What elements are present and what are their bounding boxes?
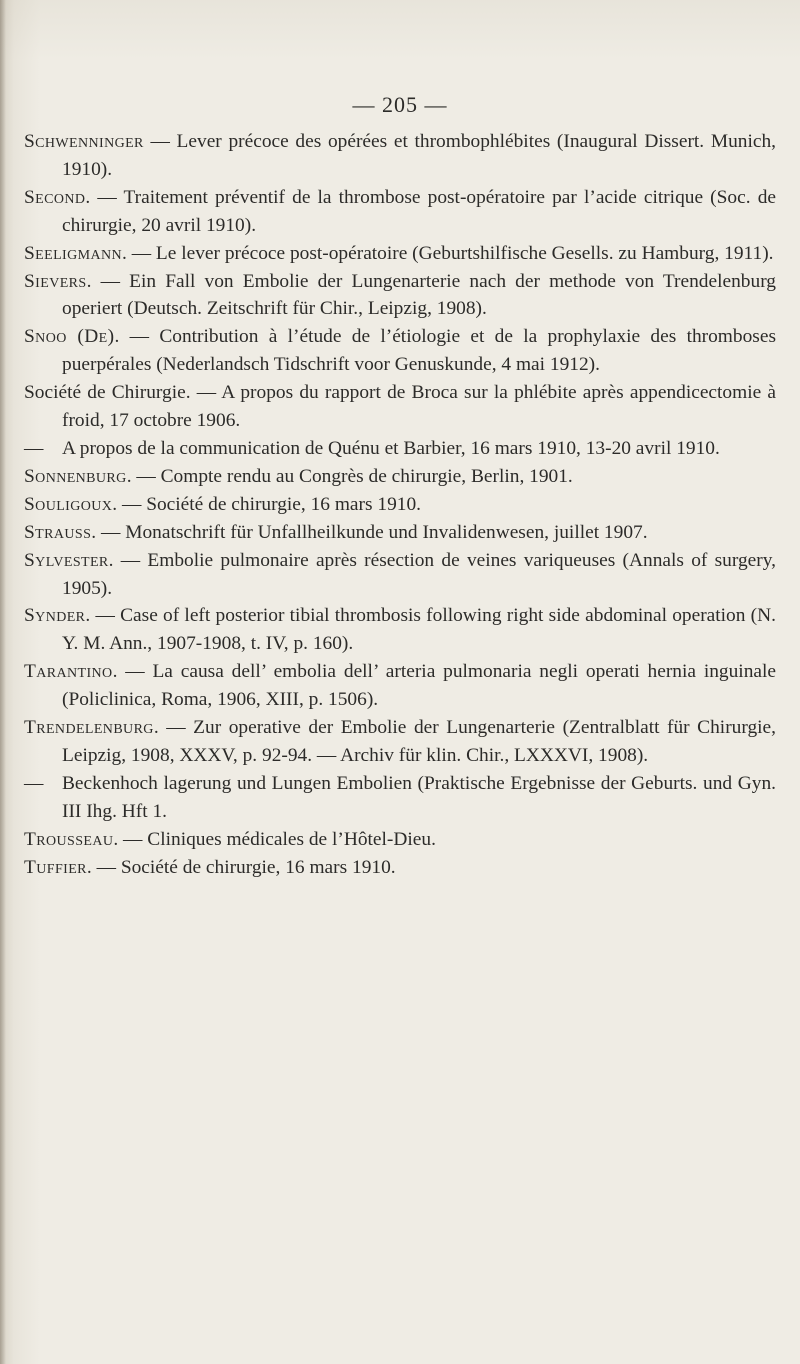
ditto-dash: — <box>24 437 44 459</box>
entry-text: . — Case of left posterior tibial thrombosis following right side abdominal operation (N. Y. M. Ann., 1907-1908, t. IV, p. 160). <box>62 605 776 655</box>
bibliography-entry <box>24 128 776 184</box>
bibliography-entry <box>24 519 776 547</box>
entry-author: Synder <box>24 605 86 627</box>
bibliography-entry-continuation <box>24 435 776 463</box>
binding-shadow <box>0 0 6 1364</box>
entry-author: Trendelenburg <box>24 717 154 739</box>
bibliography-entry <box>24 323 776 379</box>
entry-text: . — Embolie pulmonaire après résection de veines variqueuses (Annals of surgery, 1905). <box>62 549 776 599</box>
entry-text: . — Contribution à l’étude de l’étiologie et de la prophylaxie des thromboses puerpérales (Nederlandsch Tidschrift voor Genuskunde, 4 mai 1912). <box>62 326 776 376</box>
entry-author: Sievers <box>24 270 87 292</box>
entry-author: Trousseau <box>24 828 114 850</box>
entry-text: A propos de la communication de Quénu et Barbier, 16 mars 1910, 13-20 avril 1910. <box>62 437 720 459</box>
entry-author: Snoo (De) <box>24 326 115 348</box>
bibliography-entry <box>24 658 776 714</box>
entry-text: Société de Chirurgie. — A propos du rapport de Broca sur la phlébite après appendicectomie à froid, 17 octobre 1906. <box>24 382 776 432</box>
bibliography-entry <box>24 240 776 268</box>
bibliography-entry <box>24 268 776 324</box>
bibliography-entry <box>24 184 776 240</box>
entry-author: Schwenninger <box>24 131 144 152</box>
bibliography-entry <box>24 463 776 491</box>
entry-text: . — Le lever précoce post-opératoire (Geburtshilfische Gesells. zu Hamburg, 1911). <box>122 242 774 264</box>
entry-text: . — Cliniques médicales de l’Hôtel-Dieu. <box>113 828 436 850</box>
bibliography-entry <box>24 854 776 882</box>
entry-text: . — Traitement préventif de la thrombose post-opératoire par l’acide citrique (Soc. de chirurgie, 20 avril 1910). <box>62 186 776 236</box>
bibliography-entry <box>24 491 776 519</box>
entry-author: Souligoux <box>24 493 113 515</box>
entry-text: . — Société de chirurgie, 16 mars 1910. <box>112 493 422 515</box>
entry-author: Strauss <box>24 521 92 543</box>
bibliography-entry-continuation <box>24 770 776 826</box>
entry-text: . — Monatschrift für Unfallheilkunde und Invalidenwesen, juillet 1907. <box>91 521 648 543</box>
bibliography-entry <box>24 547 776 603</box>
bibliography-entry <box>24 379 776 435</box>
entry-author: Tarantino <box>24 661 113 683</box>
entry-author: Tuffier <box>24 856 87 878</box>
bibliography-list <box>24 128 776 881</box>
entry-text: . — Zur operative der Embolie der Lungenarterie (Zentralblatt für Chirurgie, Leipzig, 1908, XXXV, p. 92-94. — Archiv für klin. Chir., LXXXVI, 1908). <box>62 717 776 766</box>
page-number: — 205 — <box>352 92 448 117</box>
ditto-dash: — <box>24 772 44 794</box>
entry-author: Second <box>24 186 86 208</box>
entry-text: . — Société de chirurgie, 16 mars 1910. <box>86 856 396 878</box>
entry-author: Sonnenburg <box>24 465 127 487</box>
entry-text: . — La causa dell’ embolia dell’ arteria pulmonaria negli operati hernia inguinale (Policlinica, Roma, 1906, XIII, p. 1506). <box>62 661 776 711</box>
entry-author: Seeligmann <box>24 242 122 264</box>
entry-text: . — Compte rendu au Congrès de chirurgie, Berlin, 1901. <box>126 465 573 487</box>
bibliography-entry <box>24 826 776 854</box>
bibliography-entry <box>24 714 776 770</box>
bibliography-entry <box>24 602 776 658</box>
entry-text: . — Ein Fall von Embolie der Lungenarterie nach der methode von Trendelenburg operiert (Deutsch. Zeitschrift für Chir., Leipzig, 1908). <box>62 270 776 320</box>
entry-text: — Lever précoce des opérées et thrombophlébites (Inaugural Dissert. Munich, 1910). <box>62 131 776 180</box>
entry-text: Beckenhoch lagerung und Lungen Embolien (Praktische Ergebnisse der Geburts. und Gyn. III Ihg. Hft 1. <box>62 772 776 822</box>
entry-author: Sylvester <box>24 549 109 571</box>
